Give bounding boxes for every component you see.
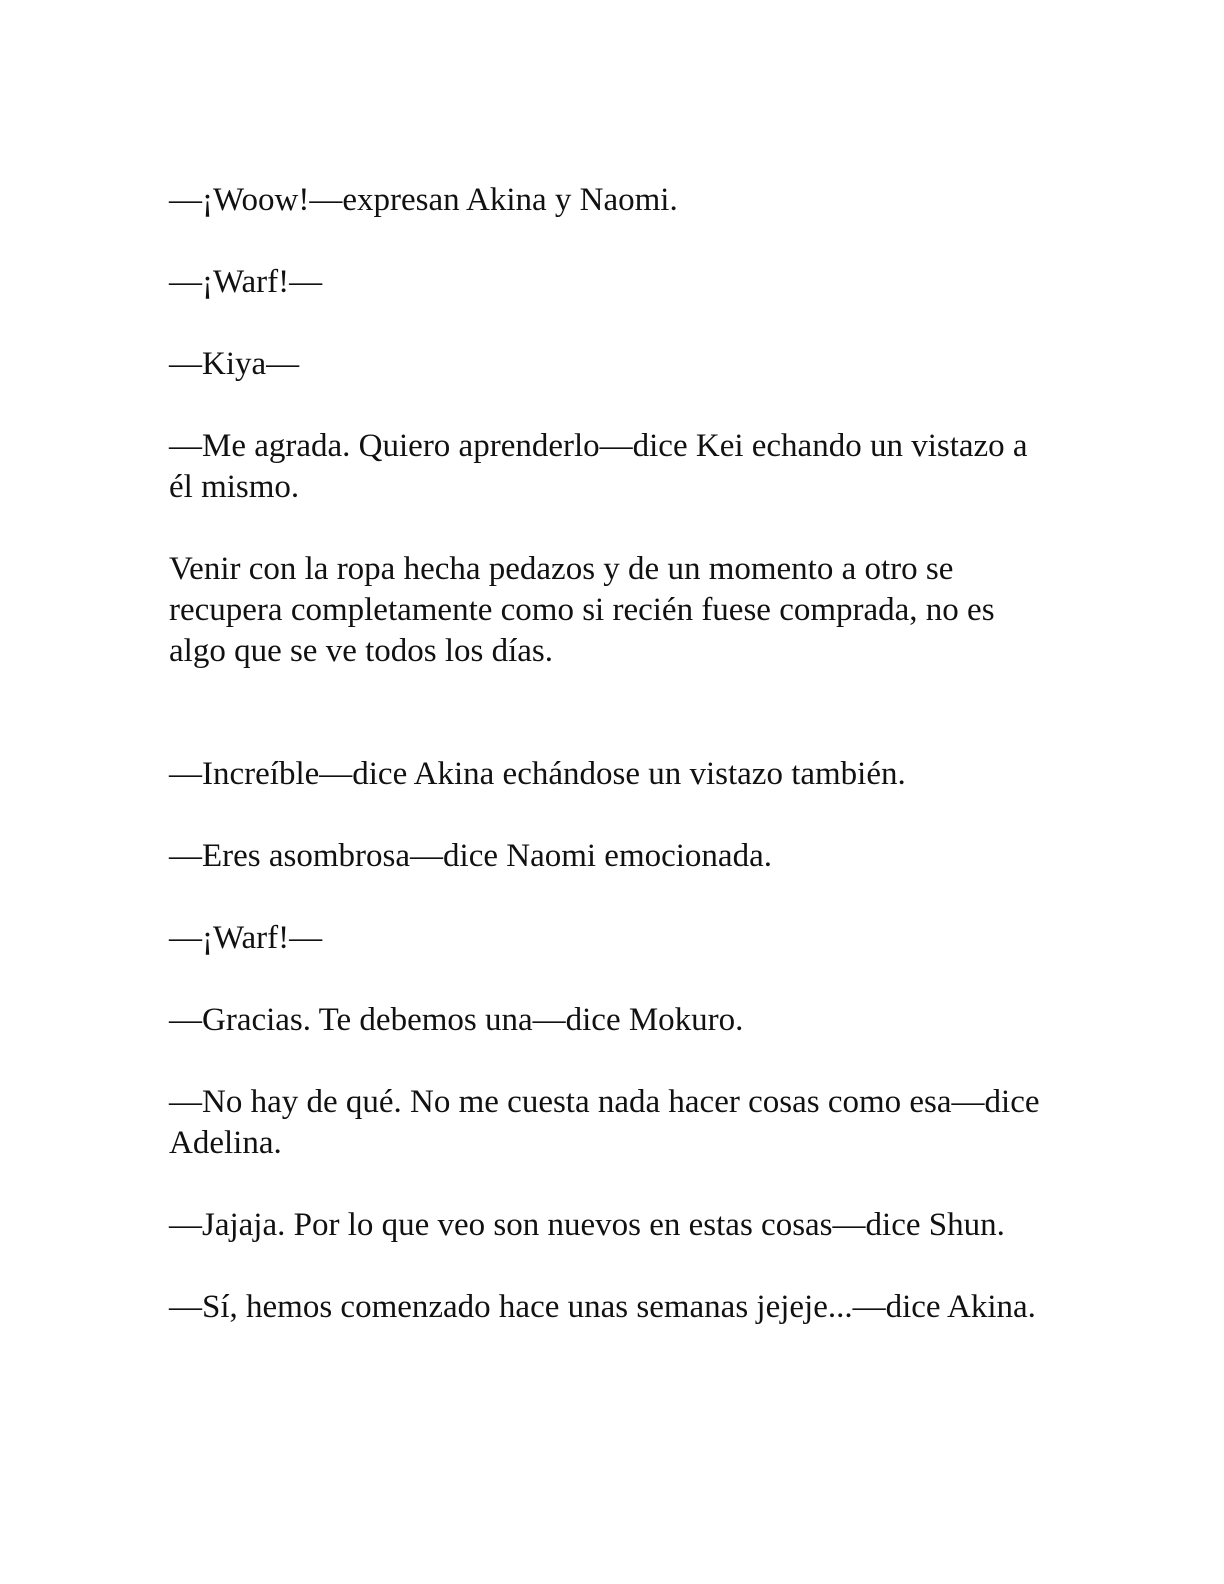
paragraph: —¡Warf!—	[169, 920, 323, 956]
paragraph: —Increíble—dice Akina echándose un vistazo también.	[169, 756, 906, 792]
paragraph: —Sí, hemos comenzado hace unas semanas jejeje...—dice Akina.	[169, 1289, 1036, 1325]
paragraph: —No hay de qué. No me cuesta nada hacer cosas como esa—dice Adelina.	[169, 1084, 1040, 1161]
paragraph: —Me agrada. Quiero aprenderlo—dice Kei echando un vistazo a él mismo.	[169, 428, 1028, 505]
paragraph: —¡Woow!—expresan Akina y Naomi.	[169, 182, 678, 218]
paragraph: —Kiya—	[169, 346, 300, 382]
paragraph: —Eres asombrosa—dice Naomi emocionada.	[169, 838, 772, 874]
paragraph: —Jajaja. Por lo que veo son nuevos en estas cosas—dice Shun.	[169, 1207, 1005, 1243]
paragraph: —¡Warf!—	[169, 264, 323, 300]
paragraph: Venir con la ropa hecha pedazos y de un momento a otro se recupera completamente como si recién fuese comprada, no es algo que se ve todos los días.	[169, 551, 995, 669]
paragraph: —Gracias. Te debemos una—dice Mokuro.	[169, 1002, 744, 1038]
text-body	[169, 180, 1049, 1369]
